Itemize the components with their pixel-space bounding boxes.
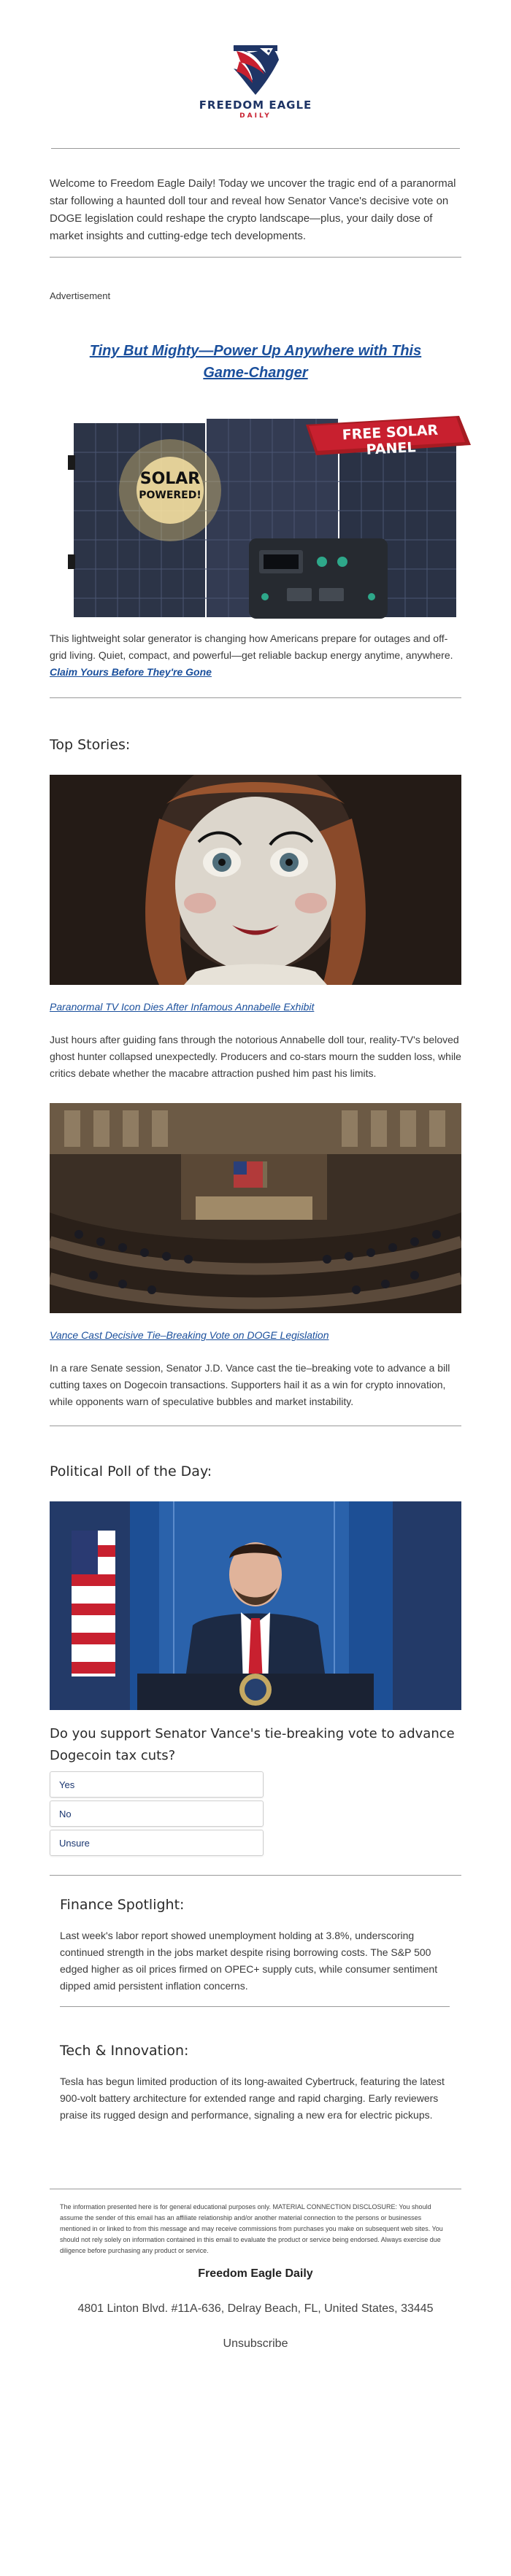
story-image-senate[interactable]	[50, 1103, 461, 1313]
story-body-annabelle: Just hours after guiding fans through the notorious Annabelle doll tour, reality-TV's beloved ghost hunter collapsed unexpectedly. Producers and co-stars mourn the sudden loss, while critics debate whether the macabre attraction pushed him past his limits.	[50, 1034, 461, 1079]
doll-photo	[50, 775, 461, 985]
top-stories-heading: Top Stories:	[50, 737, 131, 753]
divider	[51, 148, 460, 149]
divider	[50, 697, 461, 698]
poll-option-unsure[interactable]: Unsure	[50, 1830, 264, 1856]
finance-heading: Finance Spotlight:	[60, 1897, 185, 1913]
poll-option-no[interactable]: No	[50, 1801, 264, 1827]
claim-offer-link[interactable]: Claim Yours Before They're Gone	[50, 666, 212, 678]
ad-badge	[125, 470, 215, 501]
footer-brand: Freedom Eagle Daily	[198, 2267, 313, 2280]
footer-address: 4801 Linton Blvd. #11A-636, Delray Beach, FL, United States, 33445	[77, 2302, 434, 2315]
ad-badge-line1: SOLAR	[139, 470, 201, 488]
footer-disclaimer: The information presented here is for general educational purposes only. MATERIAL CONNECTION DISCLOSURE: You should assume the sender of this email has an affiliate relationship and/or another material connection to the persons or businesses mentioned in or linked to from this message and may receive commissions from purchases you make on subsequent web sites. You should not rely solely on information contained in this email to evaluate the product or service being endorsed. Always exercise due diligence before purchasing any product or service.	[60, 2203, 443, 2254]
divider	[60, 2006, 450, 2007]
ad-image[interactable]	[68, 409, 471, 622]
brand-subname: DAILY	[239, 112, 272, 120]
intro-paragraph: Welcome to Freedom Eagle Daily! Today we uncover the tragic end of a paranormal star following a haunted doll tour and reveal how Senator Vance's decisive vote on DOGE legislation could reshape the crypto landscape—plus, your daily dose of market insights and cutting-edge tech developments.	[50, 177, 456, 242]
ad-description	[50, 630, 461, 681]
unsubscribe-link[interactable]: Unsubscribe	[223, 2337, 288, 2350]
brand-name: FREEDOM EAGLE	[199, 98, 312, 112]
story-link-annabelle[interactable]: Paranormal TV Icon Dies After Infamous Annabelle Exhibit	[50, 1001, 315, 1013]
eagle-shield-icon	[226, 42, 285, 98]
divider	[50, 257, 461, 258]
brand-logo[interactable]	[0, 42, 511, 120]
story-body-vance-doge: In a rare Senate session, Senator J.D. Vance cast the tie–breaking vote to advance a bill cutting taxes on Dogecoin transactions. Supporters hail it as a win for crypto innovation, while opponents warn of speculative bubbles and market instability.	[50, 1362, 450, 1407]
ad-body-text: This lightweight solar generator is changing how Americans prepare for outages and off-grid living. Quiet, compact, and powerful—get reliable backup energy anytime, anywhere.	[50, 633, 453, 661]
tech-heading: Tech & Innovation:	[60, 2043, 189, 2059]
senate-chamber-photo	[50, 1103, 461, 1313]
ad-label: Advertisement	[50, 290, 111, 301]
poll-image[interactable]	[50, 1501, 461, 1710]
poll-heading: Political Poll of the Day:	[50, 1463, 212, 1480]
vance-podium-photo	[50, 1501, 461, 1710]
poll-option-yes[interactable]: Yes	[50, 1771, 264, 1798]
ad-banner-text: FREE SOLAR PANEL	[342, 422, 439, 458]
poll-question: Do you support Senator Vance's tie-breaking vote to advance Dogecoin tax cuts?	[50, 1726, 455, 1763]
divider	[50, 1875, 461, 1876]
story-link-vance-doge[interactable]: Vance Cast Decisive Tie–Breaking Vote on DOGE Legislation	[50, 1329, 329, 1341]
story-image-doll[interactable]	[50, 775, 461, 985]
finance-body: Last week's labor report showed unemployment holding at 3.8%, underscoring continued strength in the jobs market despite rising borrowing costs. The S&P 500 edged higher as oil prices firmed on OPEC+ supply cuts, while consumer sentiment dipped amid persistent inflation concerns.	[60, 1930, 438, 1992]
ad-title-link[interactable]: Tiny But Mighty—Power Up Anywhere with This Game-Changer	[89, 343, 422, 381]
ad-badge-line2: POWERED!	[139, 490, 201, 501]
tech-body: Tesla has begun limited production of its long-awaited Cybertruck, featuring the latest 900-volt battery architecture for extended range and rapid charging. Early reviewers praise its rugged design and performance, signaling a new era for electric pickups.	[60, 2076, 445, 2121]
